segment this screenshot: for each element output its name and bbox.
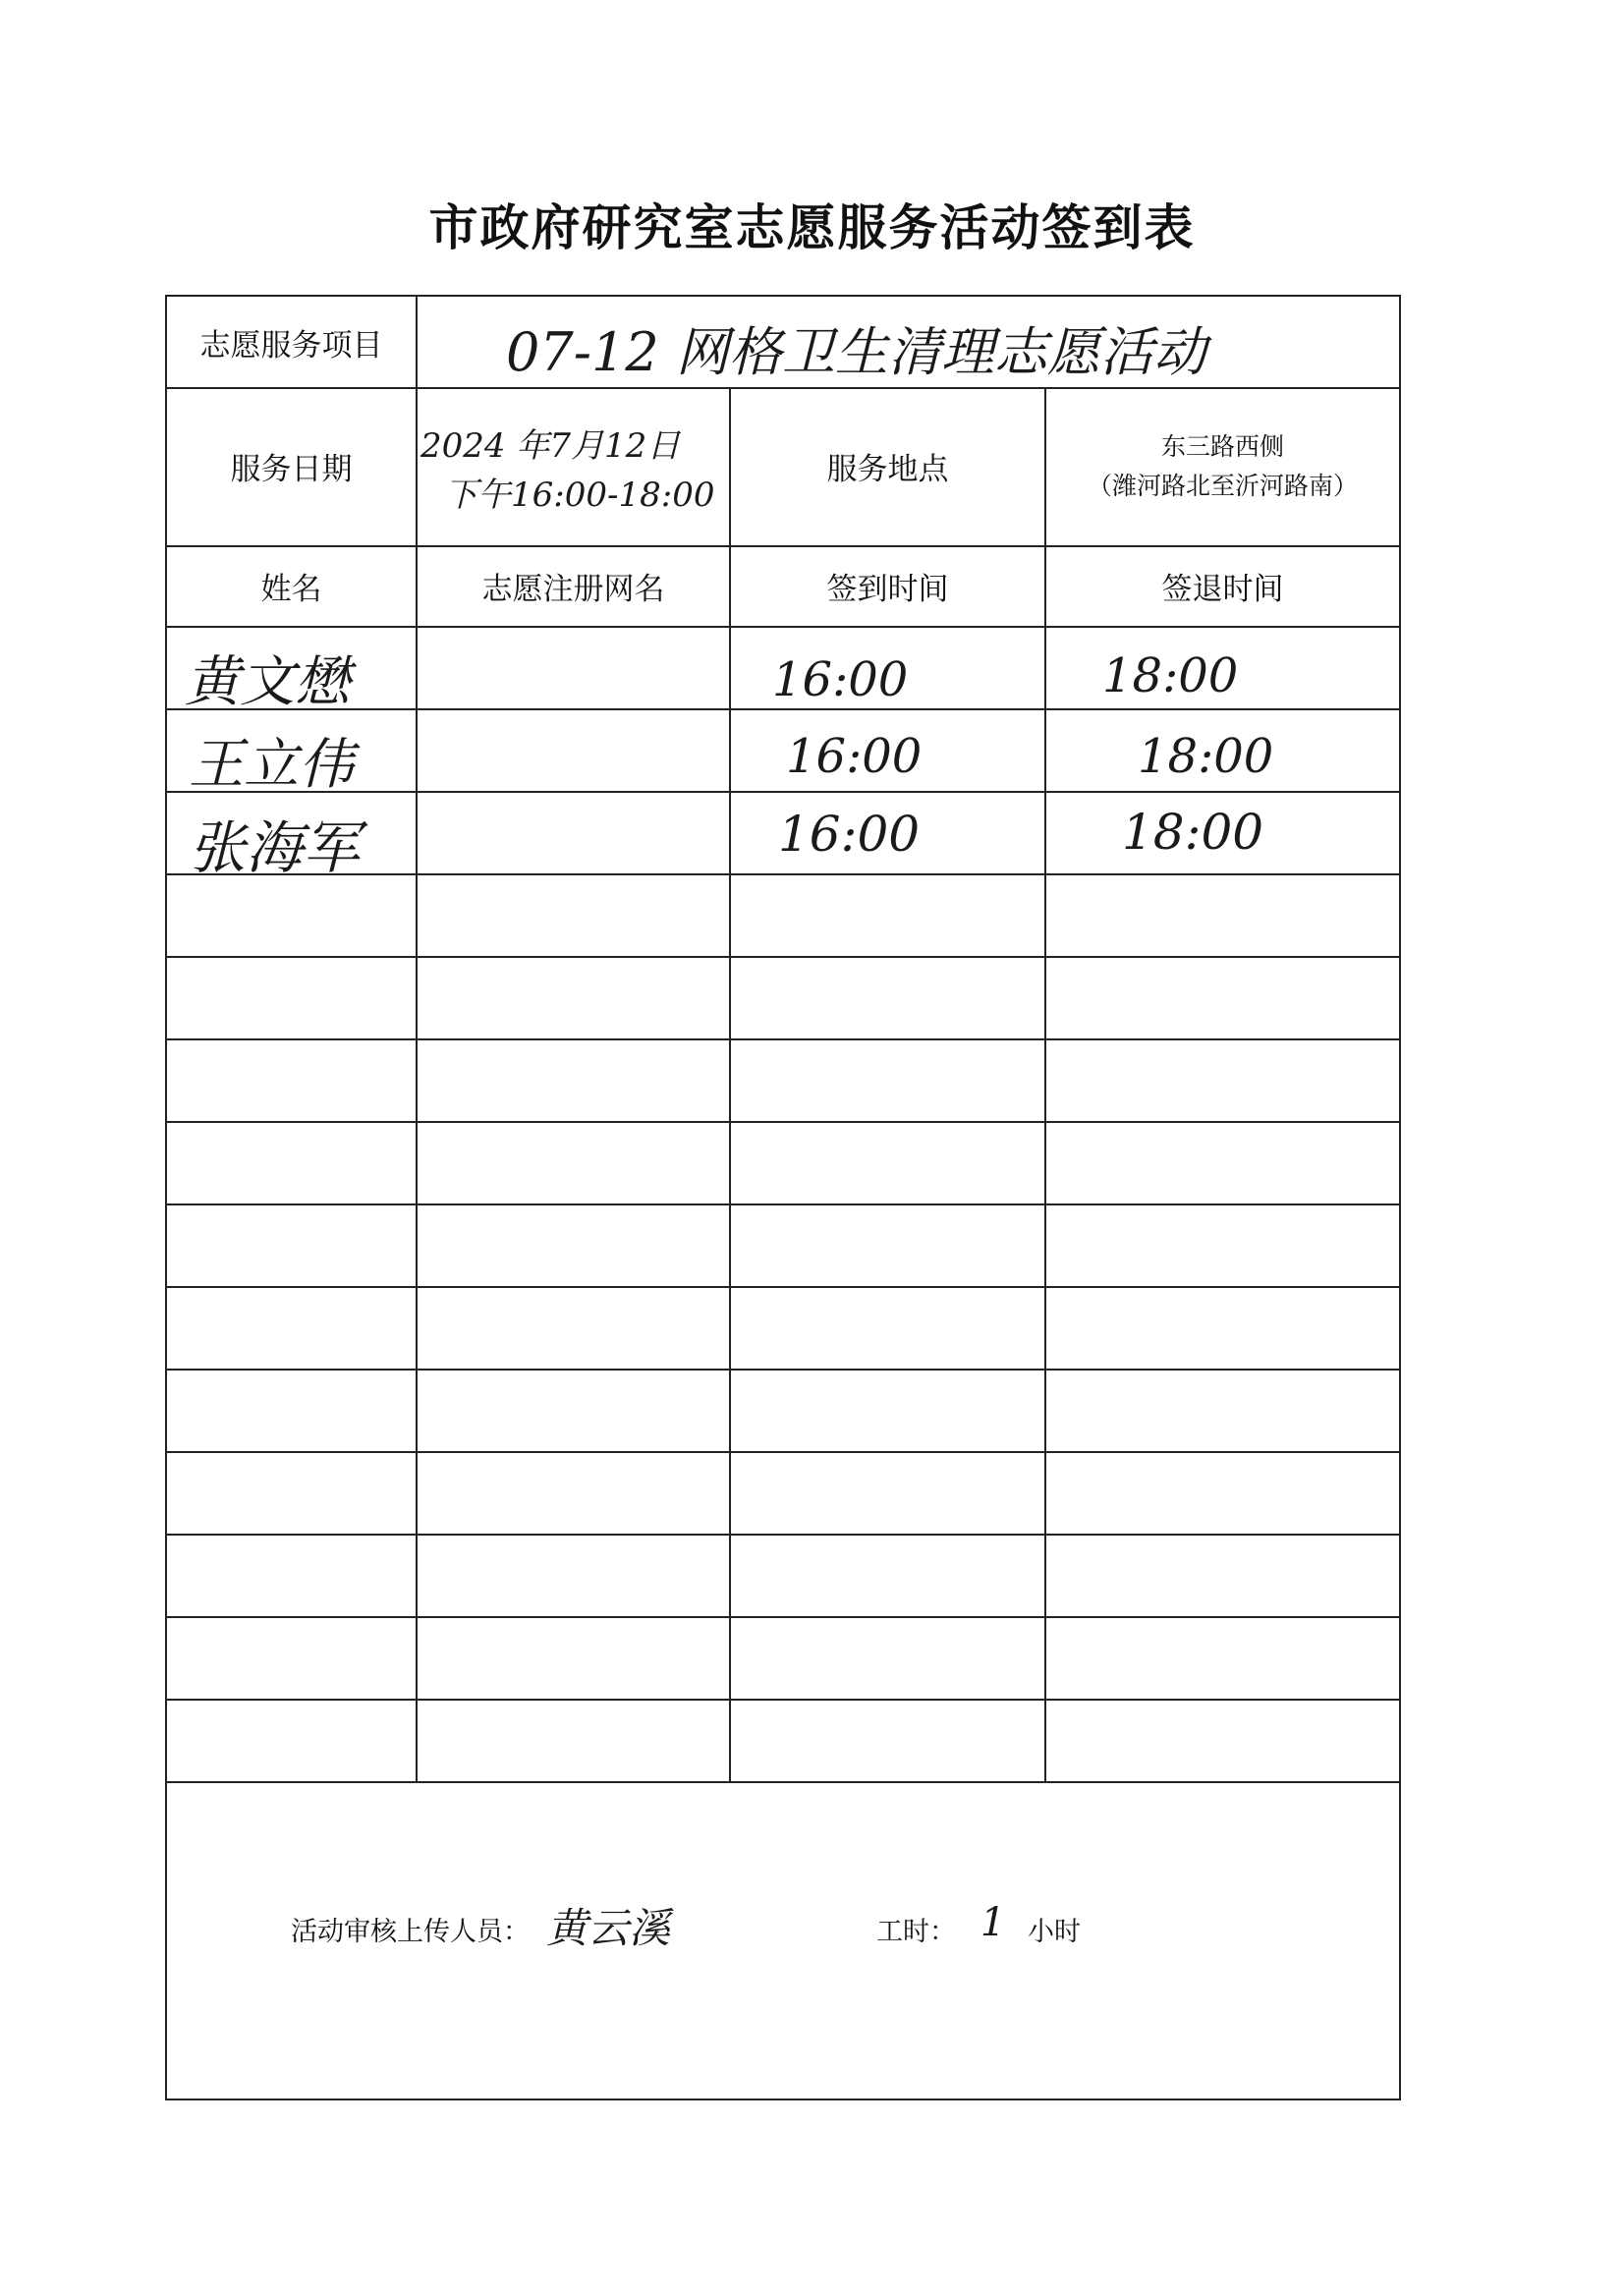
- row-divider: [167, 1121, 1399, 1123]
- row-1-sign-out: 18:00: [1102, 648, 1239, 703]
- row-divider: [167, 1451, 1399, 1453]
- service-date-label: 服务日期: [230, 452, 353, 487]
- service-place-value: [1046, 387, 1399, 545]
- row-divider: [167, 1369, 1399, 1371]
- service-place-label: 服务地点: [826, 452, 949, 487]
- row-divider: [167, 1203, 1399, 1205]
- sign-in-sheet: [165, 295, 1401, 2100]
- place-line-1: 东三路西侧: [1160, 431, 1284, 461]
- page-title: 市政府研究室志愿服务活动签到表: [428, 198, 1196, 256]
- row-divider: [167, 1699, 1399, 1701]
- row-divider: [167, 1616, 1399, 1618]
- row-2-sign-out: 18:00: [1138, 729, 1274, 784]
- service-date-line1: 2024 年7月12日: [420, 426, 681, 466]
- row-divider: [167, 1534, 1399, 1536]
- row-divider: [167, 956, 1399, 958]
- row-divider: [167, 626, 1399, 628]
- row-1-sign-in: 16:00: [772, 652, 909, 707]
- hours-unit: 小时: [1028, 1917, 1081, 1947]
- row-2-sign-in: 16:00: [786, 729, 923, 784]
- column-divider: [416, 297, 418, 1781]
- uploader-label: 活动审核上传人员：: [291, 1917, 530, 1947]
- header-sign-out: 签退时间: [1161, 571, 1284, 607]
- service-date-line2: 下午16:00-18:00: [444, 476, 715, 515]
- project-value: 07-12 网格卫生清理志愿活动: [506, 321, 1206, 383]
- header-nickname: 志愿注册网名: [481, 571, 665, 607]
- project-label: 志愿服务项目: [199, 327, 383, 364]
- row-3-sign-in: 16:00: [778, 806, 921, 863]
- header-name: 姓名: [260, 571, 322, 607]
- row-3-name: 张海军: [189, 814, 361, 881]
- hours-value: 1: [980, 1900, 1006, 1945]
- row-divider: [167, 708, 1399, 710]
- row-divider: [167, 1038, 1399, 1040]
- row-1-name: 黄文懋: [185, 650, 350, 714]
- row-2-name: 王立伟: [189, 733, 354, 797]
- hours-label: 工时：: [876, 1917, 956, 1947]
- row-divider: [167, 1286, 1399, 1288]
- row-3-sign-out: 18:00: [1122, 804, 1264, 861]
- row-divider: [167, 1781, 1399, 1783]
- place-line-2: （潍河路北至沂河路南）: [1087, 471, 1358, 500]
- header-sign-in: 签到时间: [826, 571, 949, 607]
- uploader-signature: 黄云溪: [546, 1904, 671, 1952]
